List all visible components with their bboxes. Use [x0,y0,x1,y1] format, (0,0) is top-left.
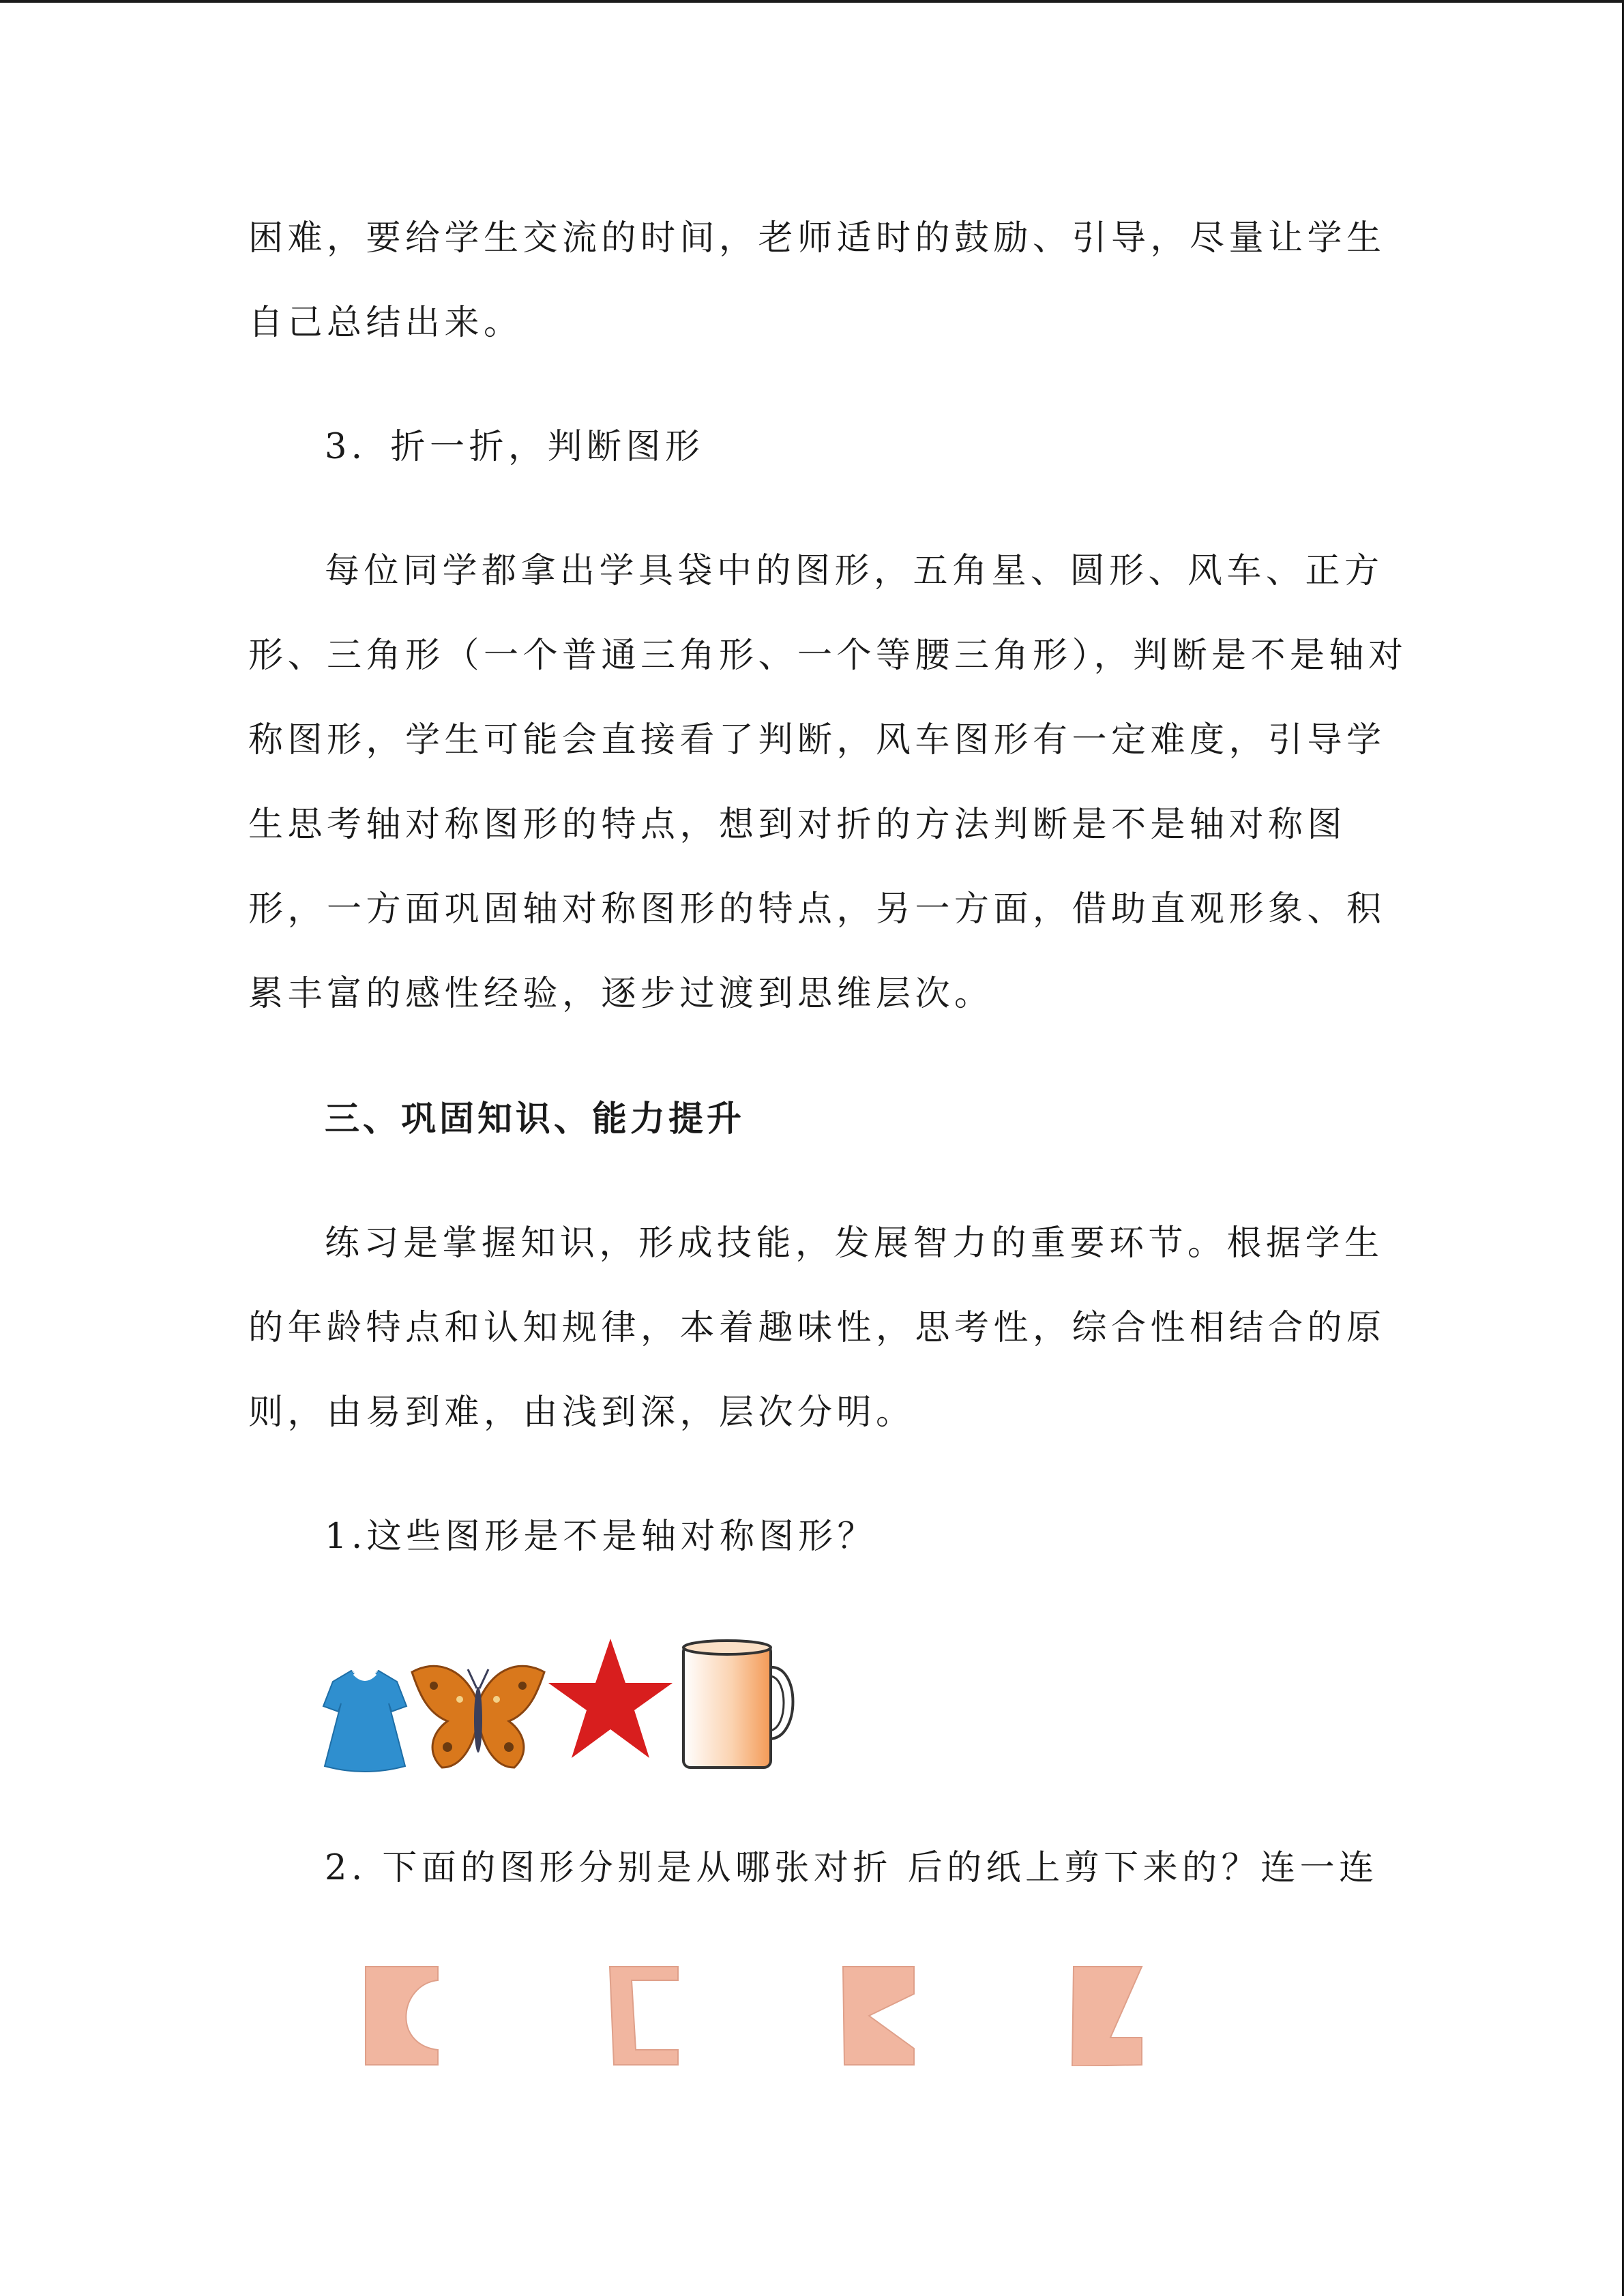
cutout-bracket-icon [608,1964,679,2066]
para2-line6: 累丰富的感性经验，逐步过渡到思维层次。 [248,974,994,1014]
question1: 1.这些图形是不是轴对称图形？ [325,1517,877,1557]
para2-line5: 形，一方面巩固轴对称图形的特点，另一方面，借助直观形象、积 [248,889,1386,929]
para2-line1: 每位同学都拿出学具袋中的图形，五角星、圆形、风车、正方 [325,551,1384,591]
butterfly-icon [407,1658,550,1774]
para3-line1: 练习是掌握知识，形成技能，发展智力的重要环节。根据学生 [325,1223,1384,1264]
cutout-notch-icon [842,1964,915,2066]
mug-icon [679,1637,806,1773]
cutout-zigzag-icon [1071,1964,1143,2066]
step3-heading: 3．折一折，判断图形 [325,427,705,467]
para1-line2: 自己总结出来。 [248,303,523,343]
question2: 2. 下面的图形分别是从哪张对折 后的纸上剪下来的？连一连 [325,1848,1378,1888]
red-star-icon [546,1635,675,1761]
para2-line4: 生思考轴对称图形的特点，想到对折的方法判断是不是轴对称图 [248,805,1347,845]
dress-icon [321,1664,409,1773]
para3-line3: 则，由易到难，由浅到深，层次分明。 [248,1392,915,1433]
cutout-curved-icon [364,1964,441,2066]
para2-line2: 形、三角形（一个普通三角形、一个等腰三角形），判断是不是轴对 [248,636,1408,676]
para1-line1: 困难，要给学生交流的时间，老师适时的鼓励、引导，尽量让学生 [248,218,1386,258]
page-top-border [0,0,1624,3]
para2-line3: 称图形，学生可能会直接看了判断，风车图形有一定难度，引导学 [248,720,1386,760]
para3-line2: 的年龄特点和认知规律，本着趣味性，思考性，综合性相结合的原 [248,1308,1386,1348]
section3-heading: 三、巩固知识、能力提升 [325,1099,745,1139]
